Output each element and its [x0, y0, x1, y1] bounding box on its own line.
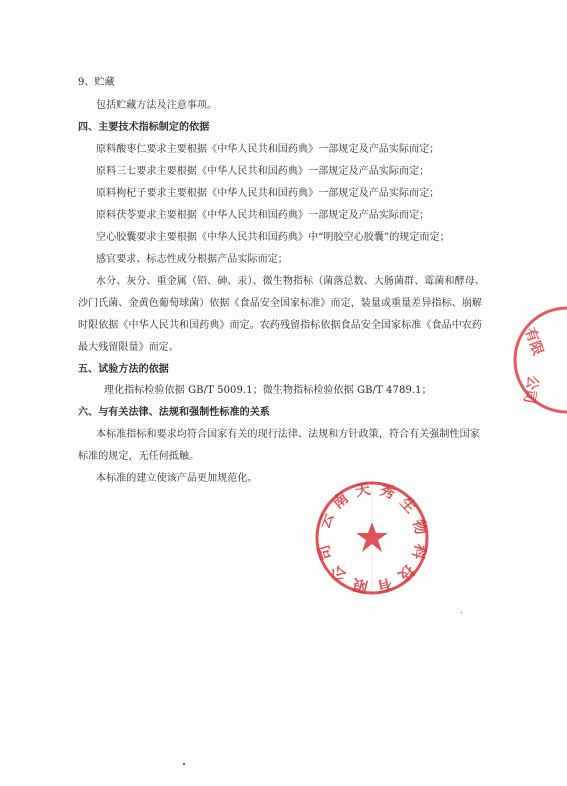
relation-line-1: 本标准指标和要求均符合国家有关的现行法律、法规和方针政策，符合有关强制性国家	[96, 429, 480, 440]
scan-speck	[461, 612, 462, 613]
svg-text:有限: 有限	[521, 325, 546, 358]
basis-paragraph-line-2: 沙门氏菌、金黄色葡萄球菌）依据《食品安全国家标准》而定，装量或重量差异指标、崩解	[78, 298, 482, 309]
basis-line-1: 原料酸枣仁要求主要根据《中华人民共和国药典》一部规定及产品实际而定；	[96, 144, 440, 155]
section-heading-4: 四、主要技术指标制定的依据	[78, 122, 210, 133]
section-heading-5: 五、试验方法的依据	[78, 364, 169, 375]
test-method-line: 理化指标检验依据 GB/T 5009.1；微生物指标检验依据 GB/T 4789.1；	[104, 385, 432, 396]
closing-line: 本标准的建立使该产品更加规范化。	[96, 473, 258, 484]
svg-text:云南天秀生物科技有限公司: 云南天秀生物科技有限公司	[314, 479, 431, 597]
section-heading-6: 六、与有关法律、法规和强制性标准的关系	[78, 407, 270, 418]
storage-description: 包括贮藏方法及注意事项。	[96, 100, 218, 111]
basis-paragraph-line-1: 水分、灰分、重金属（铅、砷、汞）、微生物指标（菌落总数、大肠菌群、霉菌和酵母、	[96, 276, 485, 287]
relation-line-2: 标准的规定，无任何抵触。	[78, 451, 200, 462]
scan-speck	[183, 763, 185, 765]
company-seal-icon	[312, 478, 432, 598]
basis-line-4: 原料茯苓要求主要根据《中华人民共和国药典》一部规定及产品实际而定；	[96, 210, 430, 221]
edge-seal-icon	[495, 300, 567, 420]
basis-paragraph-line-4: 最大残留限量》而定。	[78, 342, 179, 353]
basis-line-5: 空心胶囊要求主要根据《中华人民共和国药典》中“明胶空心胶囊”的规定而定；	[96, 232, 450, 243]
basis-line-6: 感官要求、标志性成分根据产品实际而定；	[96, 254, 288, 265]
section-item-storage: 9、贮藏	[78, 77, 115, 88]
basis-line-3: 原料枸杞子要求主要根据《中华人民共和国药典》一部规定及产品实际而定；	[96, 188, 440, 199]
basis-paragraph-line-3: 时限依据《中华人民共和国药典》而定。农药残留指标依据食品安全国家标准《食品中农药	[78, 320, 482, 331]
basis-line-2: 原料三七要求主要根据《中华人民共和国药典》一部规定及产品实际而定；	[96, 166, 430, 177]
svg-text:公司: 公司	[520, 374, 541, 405]
